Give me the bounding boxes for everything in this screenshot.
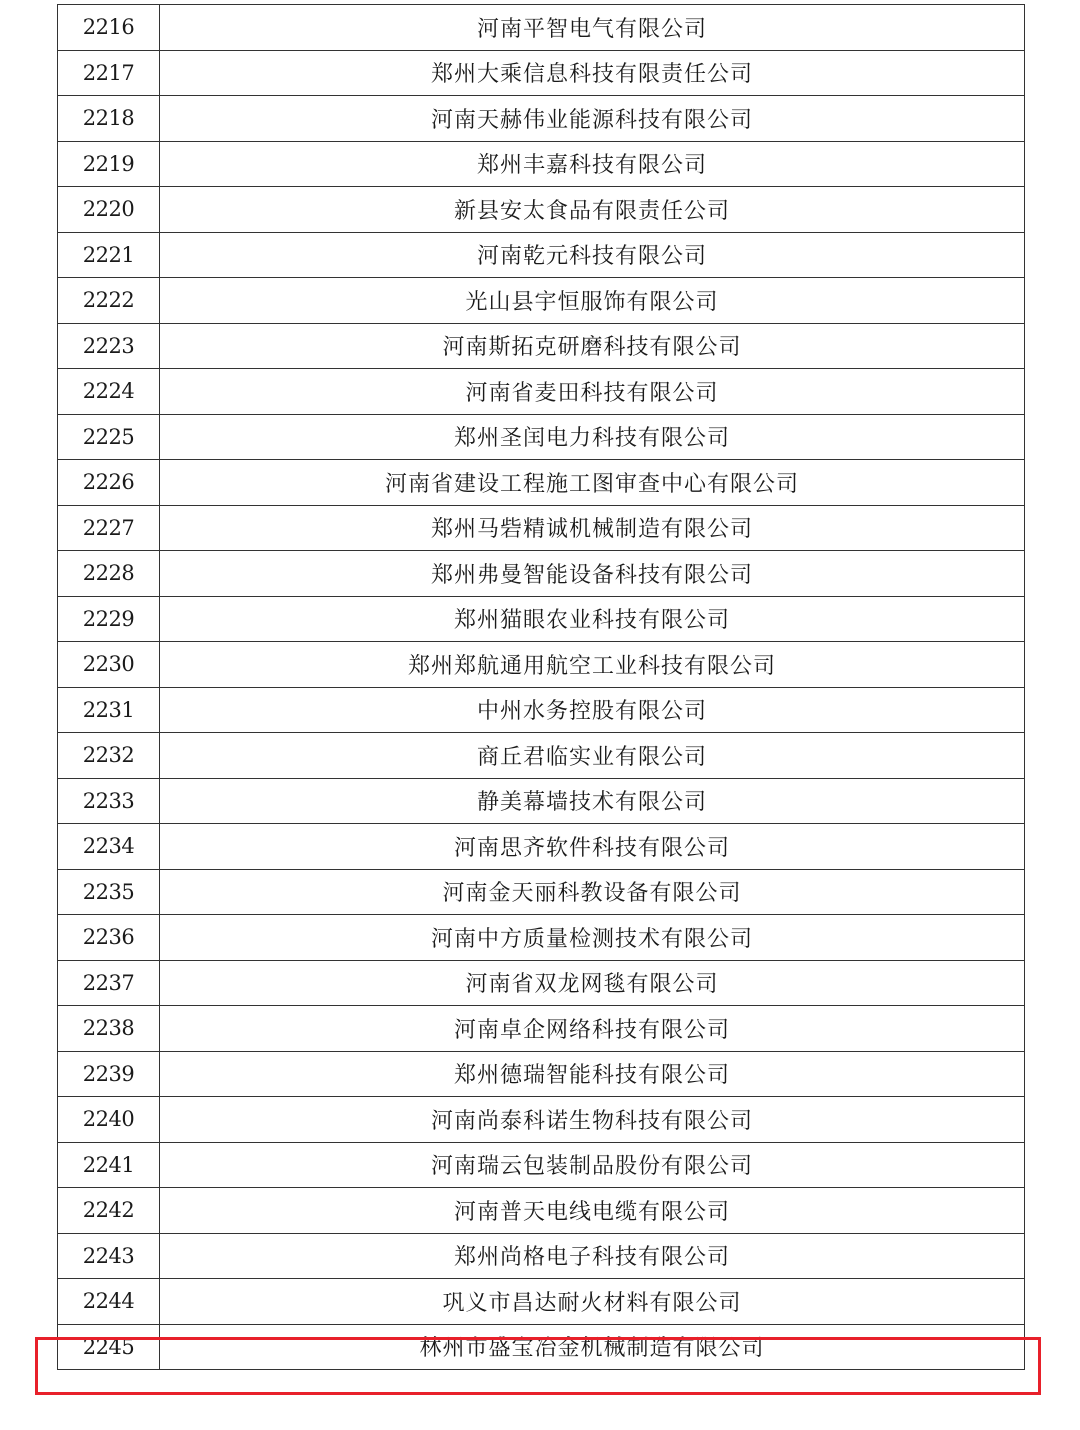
table-row (58, 1142, 1025, 1188)
table-row (58, 1188, 1025, 1234)
table-row (58, 50, 1025, 96)
row-number: 2231 (58, 687, 160, 733)
row-number: 2240 (58, 1097, 160, 1143)
table-row (58, 1233, 1025, 1279)
row-number: 2235 (58, 869, 160, 915)
table-row (58, 1279, 1025, 1325)
table-row (58, 232, 1025, 278)
table-row (58, 1097, 1025, 1143)
company-name: 光山县宇恒服饰有限公司 (160, 278, 1025, 324)
company-name: 河南乾元科技有限公司 (160, 232, 1025, 278)
row-number: 2226 (58, 460, 160, 506)
row-number: 2222 (58, 278, 160, 324)
company-name: 郑州德瑞智能科技有限公司 (160, 1051, 1025, 1097)
row-number: 2216 (58, 5, 160, 51)
row-number: 2238 (58, 1006, 160, 1052)
row-number: 2245 (58, 1324, 160, 1370)
company-name: 中州水务控股有限公司 (160, 687, 1025, 733)
table-row (58, 278, 1025, 324)
company-name: 河南思齐软件科技有限公司 (160, 824, 1025, 870)
company-name: 河南平智电气有限公司 (160, 5, 1025, 51)
row-number: 2239 (58, 1051, 160, 1097)
table-row (58, 5, 1025, 51)
row-number: 2220 (58, 187, 160, 233)
company-name: 郑州丰嘉科技有限公司 (160, 141, 1025, 187)
company-name: 商丘君临实业有限公司 (160, 733, 1025, 779)
row-number: 2221 (58, 232, 160, 278)
table-row (58, 323, 1025, 369)
table-row (58, 414, 1025, 460)
row-number: 2232 (58, 733, 160, 779)
company-name: 河南斯拓克研磨科技有限公司 (160, 323, 1025, 369)
company-list-body (58, 5, 1025, 1370)
row-number: 2236 (58, 915, 160, 961)
company-name: 河南普天电线电缆有限公司 (160, 1188, 1025, 1234)
company-name: 河南卓企网络科技有限公司 (160, 1006, 1025, 1052)
table-row (58, 687, 1025, 733)
company-name: 河南天赫伟业能源科技有限公司 (160, 96, 1025, 142)
row-number: 2234 (58, 824, 160, 870)
company-name: 河南省建设工程施工图审查中心有限公司 (160, 460, 1025, 506)
table-row (58, 733, 1025, 779)
table-row (58, 551, 1025, 597)
table-row-highlighted (58, 1324, 1025, 1370)
row-number: 2227 (58, 505, 160, 551)
company-name: 郑州马砦精诚机械制造有限公司 (160, 505, 1025, 551)
company-name: 郑州圣闰电力科技有限公司 (160, 414, 1025, 460)
row-number: 2224 (58, 369, 160, 415)
row-number: 2243 (58, 1233, 160, 1279)
table-row (58, 141, 1025, 187)
row-number: 2230 (58, 642, 160, 688)
table-row (58, 369, 1025, 415)
table-row (58, 869, 1025, 915)
row-number: 2223 (58, 323, 160, 369)
row-number: 2217 (58, 50, 160, 96)
company-list-table (57, 4, 1025, 1370)
row-number: 2242 (58, 1188, 160, 1234)
company-name: 河南省麦田科技有限公司 (160, 369, 1025, 415)
row-number: 2233 (58, 778, 160, 824)
company-name: 巩义市昌达耐火材料有限公司 (160, 1279, 1025, 1325)
company-name: 郑州猫眼农业科技有限公司 (160, 596, 1025, 642)
row-number: 2225 (58, 414, 160, 460)
company-name: 郑州尚格电子科技有限公司 (160, 1233, 1025, 1279)
row-number: 2228 (58, 551, 160, 597)
company-name: 郑州弗曼智能设备科技有限公司 (160, 551, 1025, 597)
table-row (58, 960, 1025, 1006)
table-row (58, 505, 1025, 551)
company-name: 河南金天丽科教设备有限公司 (160, 869, 1025, 915)
table-row (58, 1051, 1025, 1097)
row-number: 2218 (58, 96, 160, 142)
table-row (58, 596, 1025, 642)
company-name: 河南瑞云包装制品股份有限公司 (160, 1142, 1025, 1188)
table-row (58, 915, 1025, 961)
company-name: 静美幕墙技术有限公司 (160, 778, 1025, 824)
row-number: 2219 (58, 141, 160, 187)
table-row (58, 824, 1025, 870)
company-name: 河南中方质量检测技术有限公司 (160, 915, 1025, 961)
table-row (58, 778, 1025, 824)
table-row (58, 187, 1025, 233)
company-name: 林州市盛宝冶金机械制造有限公司 (160, 1324, 1025, 1370)
table-row (58, 1006, 1025, 1052)
table-row (58, 642, 1025, 688)
row-number: 2241 (58, 1142, 160, 1188)
table-row (58, 460, 1025, 506)
row-number: 2237 (58, 960, 160, 1006)
company-name: 新县安太食品有限责任公司 (160, 187, 1025, 233)
row-number: 2244 (58, 1279, 160, 1325)
company-name: 郑州大乘信息科技有限责任公司 (160, 50, 1025, 96)
row-number: 2229 (58, 596, 160, 642)
company-name: 河南尚泰科诺生物科技有限公司 (160, 1097, 1025, 1143)
table-row (58, 96, 1025, 142)
company-name: 郑州郑航通用航空工业科技有限公司 (160, 642, 1025, 688)
company-name: 河南省双龙网毯有限公司 (160, 960, 1025, 1006)
